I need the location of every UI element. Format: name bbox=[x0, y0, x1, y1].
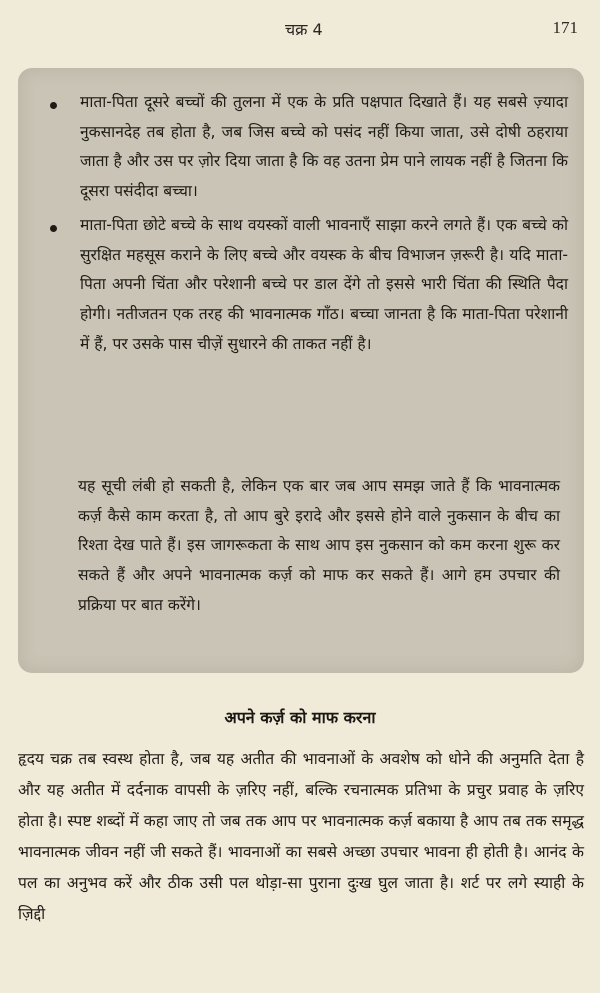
page-number: 171 bbox=[552, 18, 578, 37]
bullet-list bbox=[38, 88, 568, 363]
list-item bbox=[38, 88, 568, 207]
box-summary-paragraph: यह सूची लंबी हो सकती है, लेकिन एक बार जब आप समझ जाते हैं कि भावनात्मक कर्ज़ कैसे काम करता है, तो आप बुरे इरादे और इससे होने वाले नुकसान के बीच का रिश्ता देख पाते हैं। इस जागरूकता के साथ आप इस नुकसान को कम करना शुरू कर सकते हैं और अपने भावनात्मक कर्ज़ को माफ कर सकते हैं। आगे हम उपचार की प्रक्रिया पर बात करेंगे। bbox=[78, 477, 560, 614]
bullet-icon bbox=[50, 225, 57, 232]
running-head-chapter: चक्र 4 bbox=[285, 20, 323, 39]
page-header bbox=[0, 14, 600, 44]
list-item bbox=[38, 211, 568, 360]
body-paragraph: हृदय चक्र तब स्वस्थ होता है, जब यह अतीत की भावनाओं के अवशेष को धोने की अनुमति देता है और यह अतीत में दर्दनाक वापसी के ज़रिए नहीं, बल्कि रचनात्मक प्रतिभा के प्रचुर प्रवाह के ज़रिए होता है। स्पष्ट शब्दों में कहा जाए तो जब तक आप पर भावनात्मक कर्ज़ बकाया है आप तब तक समृद्ध भावनात्मक जीवन नहीं जी सकते हैं। भावनाओं का सबसे अच्छा उपचार भावना ही होती है। आनंद के पल का अनुभव करें और ठीक उसी पल थोड़ा-सा पुराना दुःख घुल जाता है। शर्ट पर लगे स्याही के ज़िद्दी bbox=[18, 750, 584, 923]
shaded-callout-box bbox=[18, 68, 584, 673]
bullet-text: माता-पिता छोटे बच्चे के साथ वयस्कों वाली भावनाएँ साझा करने लगते हैं। एक बच्चे को सुरक्षित महसूस कराने के लिए बच्चे और वयस्क के बीच विभाजन ज़रूरी है। यदि माता-पिता अपनी चिंता और परेशानी बच्चे पर डाल देंगे तो इससे भारी चिंता की स्थिति पैदा होगी। नतीजतन एक तरह की भावनात्मक गाँठ। बच्चा जानता है कि माता-पिता परेशानी में हैं, पर उसके पास चीज़ें सुधारने की ताकत नहीं है। bbox=[80, 215, 568, 353]
bullet-icon bbox=[50, 102, 57, 109]
bullet-text: माता-पिता दूसरे बच्चों की तुलना में एक के प्रति पक्षपात दिखाते हैं। यह सबसे ज़्यादा नुकसानदेह तब होता है, जब जिस बच्चे को पसंद नहीं किया जाता, उसे दोषी ठहराया जाता है और उस पर ज़ोर दिया जाता है कि वह उतना प्रेम पाने लायक नहीं है जितना कि दूसरा पसंदीदा बच्चा। bbox=[80, 93, 568, 201]
section-heading: अपने कर्ज़ को माफ करना bbox=[224, 708, 376, 727]
